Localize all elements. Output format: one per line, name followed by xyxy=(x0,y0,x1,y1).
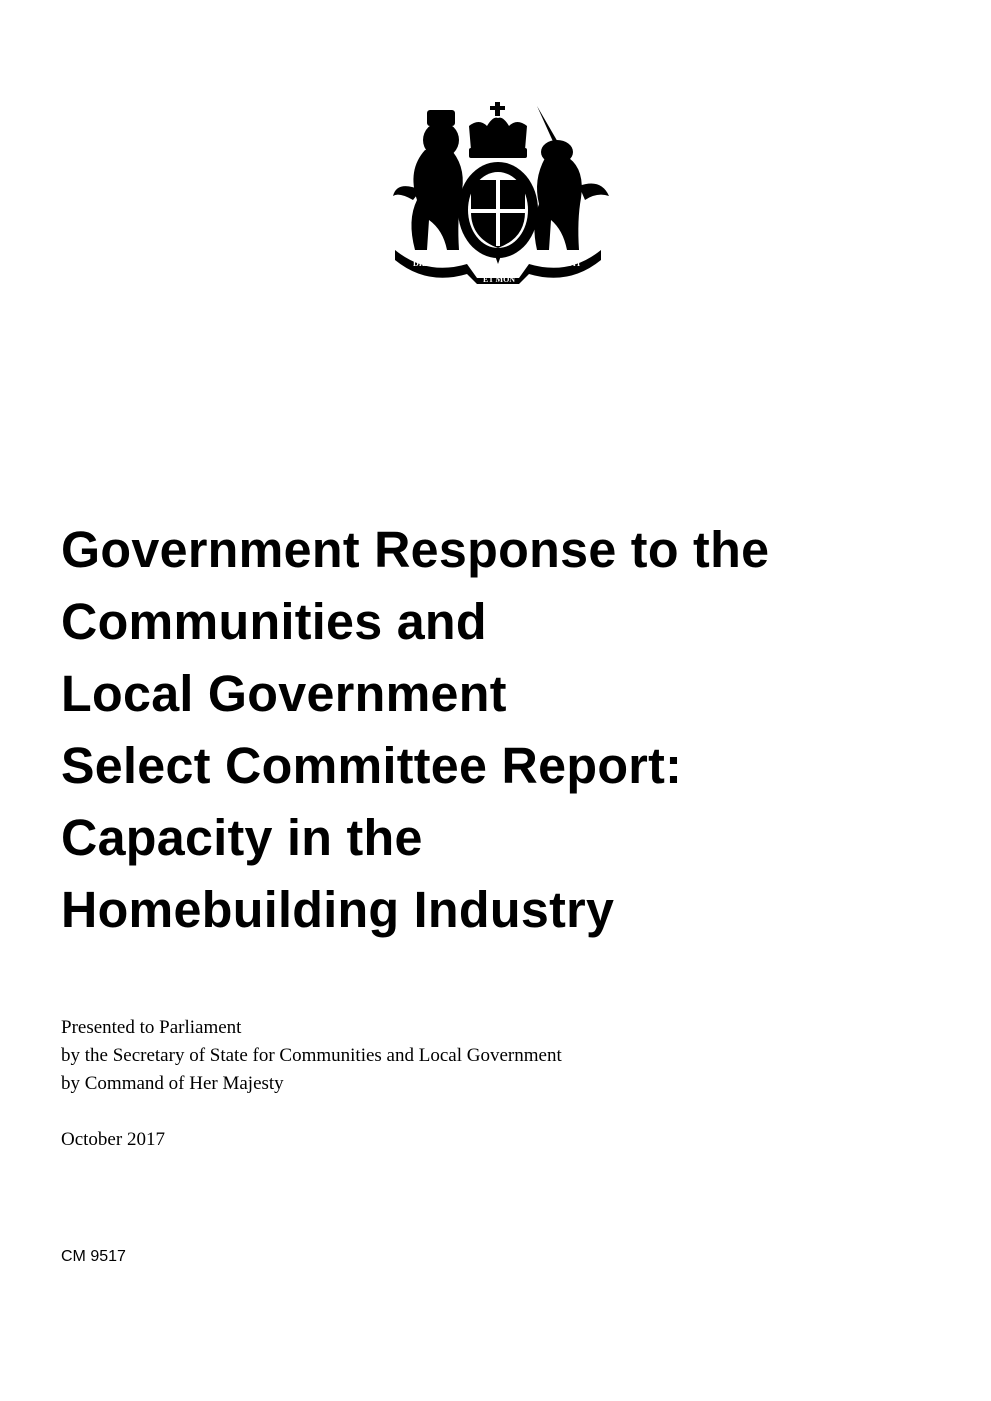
motto-dieu: DIEU xyxy=(413,259,434,268)
title-line: Communities and xyxy=(61,593,487,650)
motto-droit: DROIT xyxy=(555,259,582,268)
command-paper-number: CM 9517 xyxy=(61,1248,126,1265)
title-line: Local Government xyxy=(61,665,507,722)
presentation-line: Presented to Parliament xyxy=(61,1017,242,1038)
document-title xyxy=(61,514,948,946)
title-line: Government Response to the xyxy=(61,521,770,578)
publication-date: October 2017 xyxy=(61,1129,165,1150)
presentation-statement xyxy=(61,1014,562,1098)
motto-et-mon: ET MON xyxy=(483,275,516,284)
title-line: Homebuilding Industry xyxy=(61,881,615,938)
royal-coat-of-arms-crest xyxy=(387,100,611,284)
title-line: Select Committee Report: xyxy=(61,737,683,794)
presentation-line: by Command of Her Majesty xyxy=(61,1073,284,1094)
title-line: Capacity in the xyxy=(61,809,423,866)
presentation-line: by the Secretary of State for Communities and Local Government xyxy=(61,1045,562,1066)
